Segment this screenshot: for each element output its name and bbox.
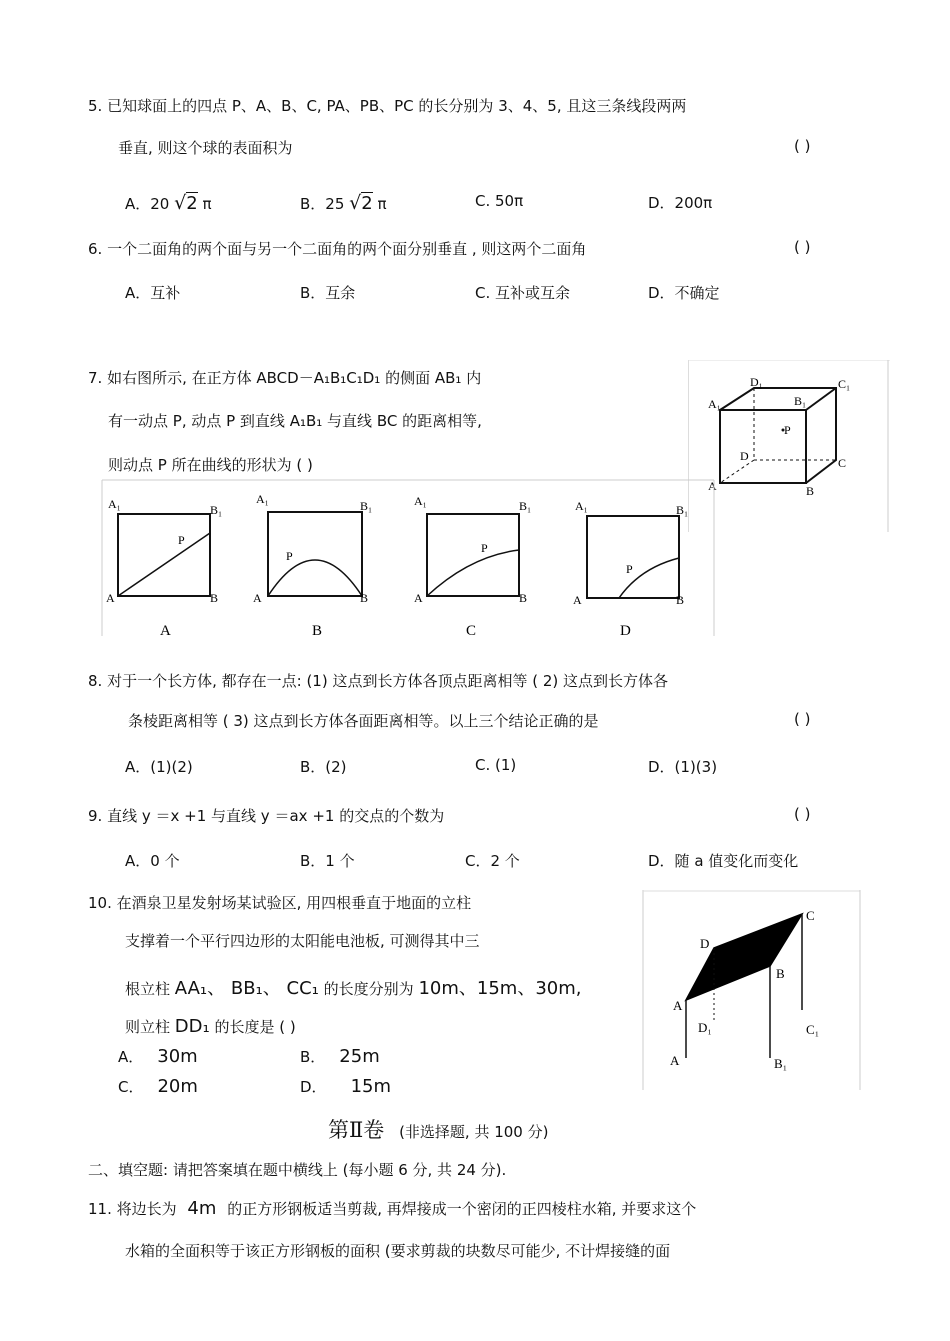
svg-text:B: B	[676, 593, 685, 607]
q5-option-c: C. 50π	[475, 192, 524, 210]
q10-line2: 支撑着一个平行四边形的太阳能电池板, 可测得其中三	[125, 932, 480, 950]
q8-option-a: A．(1)(2)	[125, 758, 193, 776]
cube-label-c1: C₁	[838, 377, 851, 391]
part2-header	[328, 1114, 548, 1144]
q8-option-c: C. (1)	[475, 756, 517, 774]
svg-text:A₁: A₁	[108, 497, 121, 511]
cube-label-a: A	[708, 479, 717, 493]
svg-text:A: A	[573, 593, 582, 607]
q10-line3-a: 根立柱	[125, 980, 171, 998]
q5-option-b-label: B．25	[300, 195, 345, 213]
solar-label-d: D	[700, 936, 710, 951]
svg-text:B₁: B₁	[519, 499, 532, 513]
svg-text:A₁: A₁	[414, 494, 427, 508]
q9-option-d: D．随 a 值变化而变化	[648, 852, 799, 870]
q10-line3	[125, 974, 581, 1000]
svg-text:B₁: B₁	[360, 499, 373, 513]
q9-answer-paren: ( )	[794, 805, 811, 823]
q6-line1: 6. 一个二面角的两个面与另一个二面角的两个面分别垂直 , 则这两个二面角	[88, 240, 587, 258]
q5-answer-paren: ( )	[794, 137, 811, 155]
svg-text:P: P	[626, 562, 633, 576]
cube-label-d1: D₁	[750, 375, 763, 389]
q8-line1: 8. 对于一个长方体, 都存在一点: (1) 这点到长方体各顶点距离相等 ( 2) 这点到长方体各	[88, 672, 669, 690]
q5-option-a: A．20 √2 π	[125, 192, 212, 214]
q5-option-b-pi: π	[377, 195, 387, 213]
q7-line3: 则动点 P 所在曲线的形状为 ( )	[108, 456, 313, 474]
svg-text:B: B	[360, 591, 369, 605]
q5-option-a-pi: π	[202, 195, 212, 213]
q10-line4	[125, 1016, 296, 1037]
q11-line1	[88, 1198, 696, 1219]
svg-text:A: A	[106, 591, 115, 605]
section2-instructions: 二、填空题: 请把答案填在题中横线上 (每小题 6 分, 共 24 分).	[88, 1161, 507, 1179]
solar-label-b: B	[776, 966, 785, 981]
panel-c-caption: C	[466, 623, 477, 638]
q11-line1-c: 的正方形钢板适当剪裁, 再焊接成一个密闭的正四棱柱水箱, 并要求这个	[227, 1200, 697, 1218]
svg-text:B₁: B₁	[210, 503, 223, 517]
svg-text:P: P	[286, 549, 293, 563]
q7-line2: 有一动点 P, 动点 P 到直线 A₁B₁ 与直线 BC 的距离相等,	[108, 412, 482, 430]
q5-option-a-radicand: 2	[186, 193, 198, 214]
q10-option-b: B． 25m	[300, 1046, 380, 1067]
svg-text:P: P	[481, 541, 488, 555]
q10-line4-b: DD₁	[174, 1016, 210, 1037]
panel-d	[573, 499, 688, 638]
svg-text:A: A	[414, 591, 423, 605]
cube-label-a1: A₁	[708, 397, 721, 411]
q7-cube-figure	[688, 360, 890, 532]
q5-option-d: D．200π	[648, 194, 713, 212]
solar-label-c: C	[806, 908, 815, 923]
q11-line2: 水箱的全面积等于该正方形钢板的面积 (要求剪裁的块数尽可能少, 不计焊接缝的面	[125, 1242, 671, 1260]
q10-option-d: D． 15m	[300, 1076, 392, 1097]
q10-option-c: C． 20m	[118, 1076, 198, 1097]
q5-line2: 垂直, 则这个球的表面积为	[118, 139, 293, 157]
panel-b	[253, 492, 372, 638]
q6-option-a: A．互补	[125, 284, 181, 302]
q5-option-a-label: A．20	[125, 195, 170, 213]
q10-line3-d: 10m、15m、30m,	[418, 978, 582, 999]
q9-line1	[88, 805, 444, 826]
q8-answer-paren: ( )	[794, 710, 811, 728]
solar-label-b1: B₁	[774, 1056, 788, 1071]
q10-line4-c: 的长度是 ( )	[214, 1018, 296, 1036]
q8-line2: 条棱距离相等 ( 3) 这点到长方体各面距离相等。以上三个结论正确的是	[128, 712, 599, 730]
solar-label-a: A	[673, 998, 683, 1013]
svg-text:A₁: A₁	[256, 492, 269, 506]
q10-line3-b: AA₁、 BB₁、 CC₁	[174, 978, 319, 999]
q8-option-d: D．(1)(3)	[648, 758, 718, 776]
svg-text:P: P	[178, 533, 185, 547]
q9-line1-c: +1 的交点的个数为	[312, 807, 445, 825]
cube-label-c: C	[838, 456, 847, 470]
q9-line1-a: 9. 直线 y ＝x	[88, 807, 180, 825]
cube-label-b: B	[806, 484, 815, 498]
svg-text:A: A	[253, 591, 262, 605]
cube-label-p: P	[784, 423, 791, 437]
q9-line1-b: +1 与直线 y ＝ax	[184, 807, 308, 825]
panel-b-caption: B	[312, 623, 323, 638]
panel-d-caption: D	[620, 623, 631, 638]
q7-line1: 7. 如右图所示, 在正方体 ABCD－A₁B₁C₁D₁ 的侧面 AB₁ 内	[88, 369, 482, 387]
q5-line1: 5. 已知球面上的四点 P、A、B、C, PA、PB、PC 的长分别为 3、4、5, 且这三条线段两两	[88, 97, 687, 115]
q9-option-c: C．2 个	[465, 852, 520, 870]
q6-option-b: B．互余	[300, 284, 356, 302]
solar-label-a1: A	[670, 1053, 680, 1068]
q10-line4-a: 则立柱	[125, 1018, 171, 1036]
svg-text:B: B	[210, 591, 219, 605]
q5-option-b-radicand: 2	[361, 193, 373, 214]
q10-line3-c: 的长度分别为	[323, 980, 414, 998]
q9-option-a: A．0 个	[125, 852, 180, 870]
cube-label-d: D	[740, 449, 749, 463]
q9-option-b: B．1 个	[300, 852, 355, 870]
q7-answer-panels	[100, 478, 716, 638]
solar-label-d1: D₁	[698, 1020, 712, 1035]
q11-line1-a: 11. 将边长为	[88, 1200, 177, 1218]
part2-title: 第Ⅱ卷	[328, 1118, 385, 1142]
q11-line1-b: 4m	[187, 1198, 217, 1219]
q10-solar-panel-figure	[642, 890, 862, 1092]
q10-line1: 10. 在酒泉卫星发射场某试验区, 用四根垂直于地面的立柱	[88, 894, 472, 912]
q5-option-b: B．25 √2 π	[300, 192, 387, 214]
panel-a-caption: A	[160, 623, 171, 638]
q8-option-b: B．(2)	[300, 758, 347, 776]
svg-text:A₁: A₁	[575, 499, 588, 513]
solar-label-c1: C₁	[806, 1022, 820, 1037]
svg-text:B₁: B₁	[676, 503, 689, 517]
cube-label-b1: B₁	[794, 394, 807, 408]
svg-text:B: B	[519, 591, 528, 605]
q6-option-c: C. 互补或互余	[475, 284, 571, 302]
panel-a	[106, 497, 222, 638]
part2-subtitle: (非选择题, 共 100 分)	[399, 1123, 549, 1141]
q6-answer-paren: ( )	[794, 238, 811, 256]
panel-c	[414, 494, 531, 638]
q6-option-d: D．不确定	[648, 284, 720, 302]
q10-option-a: A． 30m	[118, 1046, 198, 1067]
